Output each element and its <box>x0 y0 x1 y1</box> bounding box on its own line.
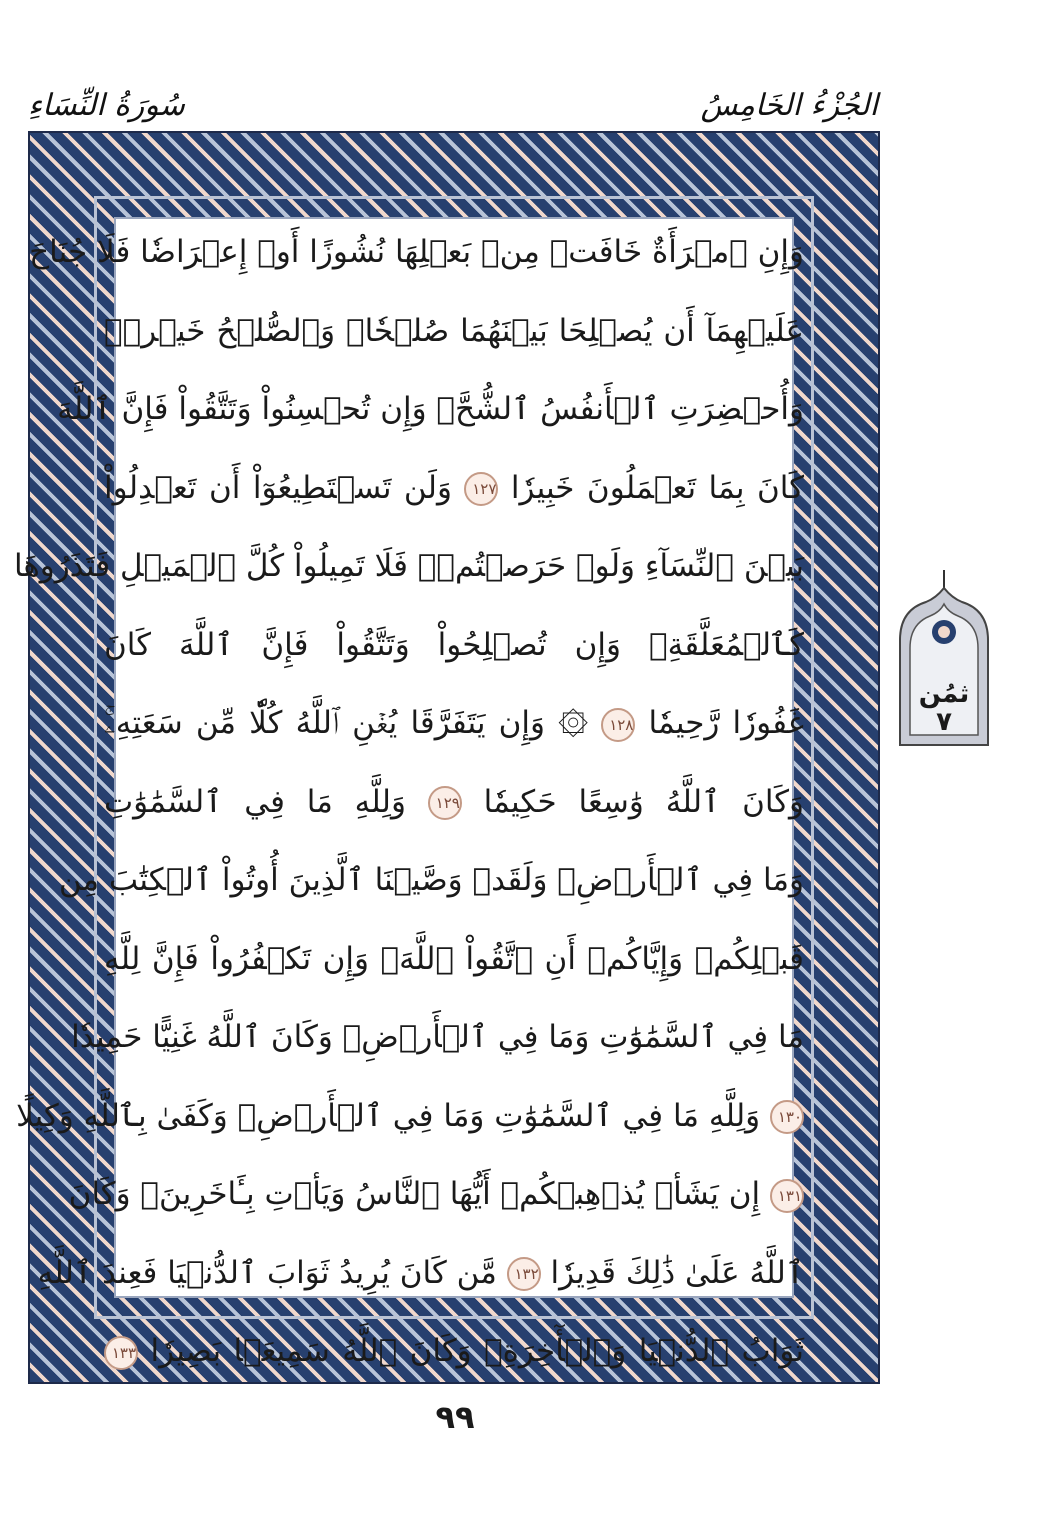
juz-name: الجُزْءُ الخَامِسُ <box>700 88 878 123</box>
ayah-number-icon: ١٢٨ <box>601 708 635 742</box>
page-number: ٩٩ <box>435 1398 475 1436</box>
surah-name: سُورَةُ النِّسَاءِ <box>28 88 185 123</box>
verse-text: قَبۡلِكُمۡ وَإِيَّاكُمۡ أَنِ ٱتَّقُواْ ٱللَّهَۚ وَإِن تَكۡفُرُواْ فَإِنَّ لِلَّهِ <box>104 940 804 977</box>
marker-text: ثمُن <box>918 679 970 709</box>
verse-text: مَا فِي ٱلسَّمَٰوَٰتِ وَمَا فِي ٱلۡأَرۡضِۚ وَكَانَ ٱللَّهُ غَنِيًّا حَمِيدٗا <box>71 1019 804 1055</box>
text-line <box>68 1164 804 1224</box>
text-line <box>104 1321 804 1381</box>
ayah-number-icon: ١٣١ <box>770 1179 804 1213</box>
verse-text: إِن يَشَأۡ يُذۡهِبۡكُمۡ أَيُّهَا ٱلنَّاسُ وَيَأۡتِ بِـَٔاخَرِينَۚ وَكَانَ <box>68 1176 761 1212</box>
verse-text: ٱللَّهُ عَلَىٰ ذَٰلِكَ قَدِيرٗا <box>550 1254 804 1291</box>
hizb-marker-label <box>896 680 992 736</box>
text-line <box>58 850 804 910</box>
text-line <box>104 693 804 753</box>
text-line <box>104 615 804 675</box>
verse-text: ثَوَابُ ٱلدُّنۡيَا وَٱلۡأٓخِرَةِۚ وَكَانَ ٱللَّهُ سَمِيعَۢا بَصِيرٗا <box>150 1333 804 1369</box>
verse-text: بَيۡنَ ٱلنِّسَآءِ وَلَوۡ حَرَصۡتُمۡۖ فَلَا تَمِيلُواْ كُلَّ ٱلۡمَيۡلِ فَتَذَرُوهَا <box>13 548 804 584</box>
verse-text: كَانَ بِمَا تَعۡمَلُونَ خَبِيرٗا <box>510 469 804 506</box>
ayah-number-icon: ١٢٩ <box>428 786 462 820</box>
text-line <box>13 536 804 596</box>
ayah-number-icon: ١٣٢ <box>507 1257 541 1291</box>
ayah-number-icon: ١٣٠ <box>770 1100 804 1134</box>
text-line <box>29 222 804 282</box>
marker-number: ٧ <box>936 707 952 737</box>
text-line <box>37 1243 804 1303</box>
verse-text: غَفُورٗا رَّحِيمٗا <box>648 705 805 741</box>
ayah-number-icon: ١٢٧ <box>464 472 498 506</box>
text-line <box>104 929 804 989</box>
text-line <box>16 1086 804 1146</box>
text-line <box>104 772 804 832</box>
verse-text: كَٱلۡمُعَلَّقَةِۚ وَإِن تُصۡلِحُواْ وَتَتَّقُواْ فَإِنَّ ٱللَّهَ كَانَ <box>104 626 804 663</box>
text-line <box>71 1007 804 1067</box>
text-line <box>104 301 804 361</box>
verse-text: وَلِلَّهِ مَا فِي ٱلسَّمَٰوَٰتِ وَمَا فِي ٱلۡأَرۡضِۚ وَكَفَىٰ بِٱللَّهِ وَكِيلًا <box>16 1097 761 1134</box>
verse-text: عَلَيۡهِمَآ أَن يُصۡلِحَا بَيۡنَهُمَا صُلۡحٗاۚ وَٱلصُّلۡحُ خَيۡرٞۗ <box>104 312 804 349</box>
verse-text: وَكَانَ ٱللَّهُ وَٰسِعًا حَكِيمٗا <box>483 783 805 820</box>
verse-text: وَلَن تَسۡتَطِيعُوٓاْ أَن تَعۡدِلُواْ <box>104 469 452 506</box>
verse-text: ۞ وَإِن يَتَفَرَّقَا يُغۡنِ ٱللَّهُ كُلّٗا مِّن سَعَتِهِۦۚ <box>104 705 589 741</box>
verse-text: وَأُحۡضِرَتِ ٱلۡأَنفُسُ ٱلشُّحَّۚ وَإِن تُحۡسِنُواْ وَتَتَّقُواْ فَإِنَّ ٱللَّهَ <box>57 391 804 427</box>
verse-text: وَإِنِ ٱمۡرَأَةٌ خَافَتۡ مِنۢ بَعۡلِهَا نُشُوزًا أَوۡ إِعۡرَاضٗا فَلَا جُنَاحَ <box>29 234 804 270</box>
verse-text: مَّن كَانَ يُرِيدُ ثَوَابَ ٱلدُّنۡيَا فَعِندَ ٱللَّهِ <box>37 1254 497 1291</box>
text-line <box>57 379 804 439</box>
verse-text: وَمَا فِي ٱلۡأَرۡضِۗ وَلَقَدۡ وَصَّيۡنَا ٱلَّذِينَ أُوتُواْ ٱلۡكِتَٰبَ مِن <box>58 862 804 898</box>
verse-text: وَلِلَّهِ مَا فِي ٱلسَّمَٰوَٰتِ <box>104 783 406 820</box>
ayah-number-icon: ١٣٣ <box>104 1336 138 1370</box>
text-line <box>104 458 804 518</box>
